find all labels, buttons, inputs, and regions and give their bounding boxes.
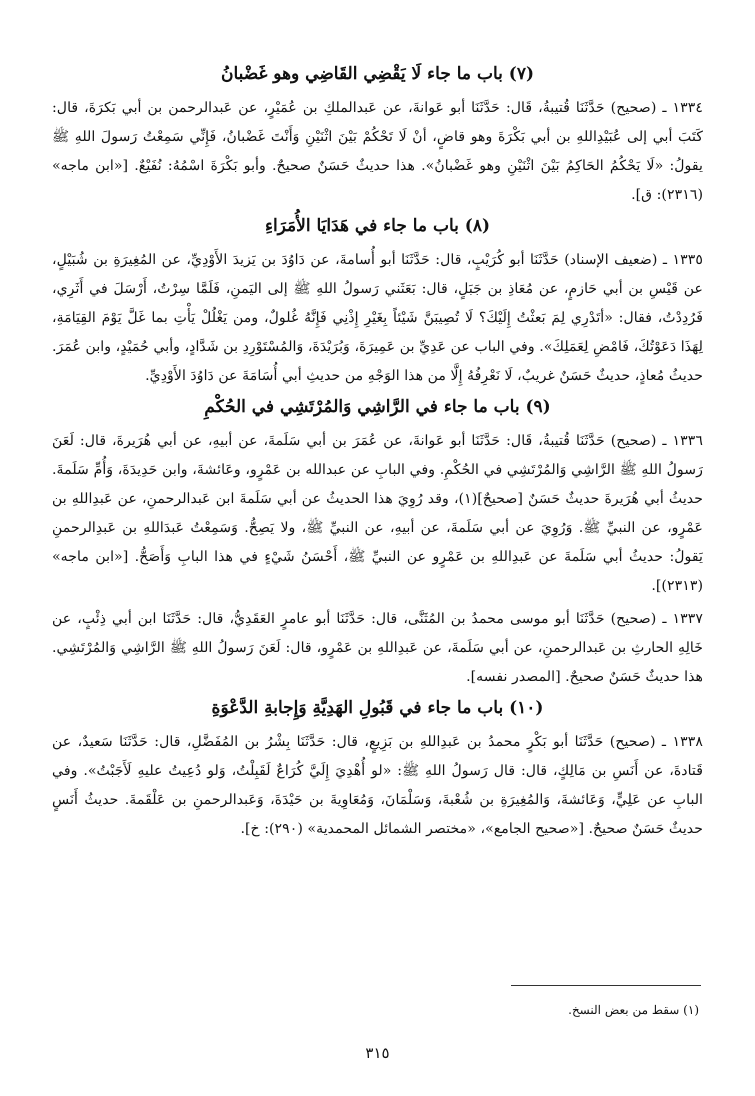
section-9: [52, 395, 703, 692]
footnote: (١) سقط من بعض النسخ.: [568, 1003, 699, 1017]
page-number: ٣١٥: [365, 1044, 390, 1062]
hadith-paragraph: ١٣٣٨ ـ (صحيح) حَدَّثَنَا أبو بَكْرٍ محمدُ بن عَبدِاللهِ بن بَزِيعٍ، قال: حَدَّثَنَا بِشْرُ بن المُفَضَّلِ، قال: حَدَّثَنَا سَعيدٌ، عن قَتادةَ، عن أَنَسِ بن مَالِكٍ، قال: قال رَسولُ اللهِ ﷺ: «لو أُهْدِيَ إِلَيَّ كُرَاعٌ لَقَبِلْتُ، وَلو دُعِيتُ عليهِ لَأَجَبْتُ». وفي البابِ عن عَلِيٍّ، وَعَائشةَ، وَالمُغِيرَةِ بن شُعْبةَ، وَسَلْمَانَ، وَمُعَاوِيةَ بن حَيْدَةَ، وَعَبدالرحمنِ بن عَلْقَمةَ. حديثُ أَنَسٍ حديثٌ حَسَنٌ صحيحٌ. [«صحيح الجامع»، «مختصر الشمائل المحمدية» (٢٩٠): خ].: [52, 734, 703, 837]
chapter-heading: (٨) باب ما جاء في هَدَايَا الأُمَرَاءِ: [264, 216, 491, 236]
section-10: [52, 696, 703, 844]
chapter-heading: (١٠) باب ما جاء في قَبُولِ الهَدِيَّةِ وَإِجابةِ الدَّعْوَةِ: [211, 698, 544, 718]
hadith-paragraph: ١٣٣٥ ـ (ضعيف الإسناد) حَدَّثَنَا أبو كُرَيْبٍ، قال: حَدَّثَنَا أبو أُسامةَ، عن دَاوُدَ بن يَزيدَ الأَوْدِيِّ، عن المُغِيرَةِ بن شُبَيْلٍ، عن قَيْسِ بن أبي حَازمٍ، عن مُعَاذِ بن جَبَلٍ، قال: بَعَثَني رَسولُ اللهِ ﷺ إلى اليَمنِ، فَلَمَّا سِرْتُ، أَرْسَلَ في أَثَرِي، فَرُدِدْتُ، فقال: «أتَدْرِي لِمَ بَعثْتُ إِلَيْكَ؟ لَا تُصِيبَنَّ شَيْئاً بِغَيْرِ إِذْنِي فَإِنَّهُ غُلولٌ، ومن يَغْلُلْ يَأْتِ بما غَلَّ يَوْمَ القِيَامَةِ، لِهَذَا دَعَوْتُكَ، فَامْضِ لِعَمَلِكَ». وفي الباب عن عَدِيِّ بن عَمِيرَةَ، وَبُرَيْدَةَ، وَالمُسْتَوْرِدِ بن شَدَّادٍ، وأبي حُمَيْدٍ، وابن عُمَرَ. حديثُ مُعاذٍ، حديثٌ حَسَنٌ غريبٌ، لَا نَعْرِفُهُ إِلَّا من هذا الوَجْهِ من حديثِ أبي أُسَامَةَ عن دَاوُدَ الأَوْدِيِّ.: [52, 252, 703, 384]
hadith-paragraph: ١٣٣٧ ـ (صحيح) حَدَّثَنَا أبو موسى محمدُ بن المُثَنَّى، قال: حَدَّثَنَا أبو عامرٍ العَقَدِيُّ، قال: حَدَّثَنَا ابن أبي ذِئْبٍ، عن خَالِهِ الحارثِ بن عَبدالرحمنِ، عن أبي سَلَمةَ، عن عَبدِاللهِ بن عَمْرٍو، قال: لَعَنَ رَسولُ اللهِ ﷺ الرَّاشِي وَالمُرْتَشِي. هذا حديثٌ حَسَنٌ صحيحٌ. [المصدر نفسه].: [52, 611, 703, 685]
section-7: [52, 62, 703, 210]
hadith-paragraph: ١٣٣٤ ـ (صحيح) حَدَّثَنَا قُتيبةُ، قَال: حَدَّثَنَا أبو عَوانةَ، عن عَبدالملكِ بن عُمَيْرٍ، عن عَبدالرحمن بن أبي بَكرَةَ، قال: كَتَبَ أبي إلى عُبَيْدِاللهِ بن أبي بَكْرَةَ وهو قاضٍ، أنْ لَا تَحْكُمْ بَيْنَ اثْنَيْنِ وَأَنْتَ غَضْبانُ، فَإِنِّي سَمِعْتُ رَسولَ اللهِ ﷺ يقولُ: «لَا يَحْكُمُ الحَاكِمُ بَيْنَ اثْنَيْنِ وهو غَضْبانُ». هذا حديثٌ حَسَنٌ صحيحٌ. وأبو بَكْرَةَ اسْمُهُ: نُفَيْعٌ. [«ابن ماجه» (٢٣١٦): ق].: [52, 100, 703, 203]
chapter-heading: (٩) باب ما جاء في الرَّاشِي وَالمُرْتَشِي في الحُكْمِ: [204, 397, 551, 417]
hadith-paragraph: ١٣٣٦ ـ (صحيح) حَدَّثَنَا قُتيبةُ، قَال: حَدَّثَنَا أبو عَوانةَ، عن عُمَرَ بن أبي سَلَمةَ، عن أبيهِ، عن أبي هُرَيرةَ، قال: لَعَنَ رَسولُ اللهِ ﷺ الرَّاشِي وَالمُرْتَشِي في الحُكْمِ. وفي البابِ عن عبدالله بن عَمْرٍو، وعَائشةَ، وابن حَدِيدَةَ، وَأُمِّ سَلَمةَ. حديثُ أبي هُرَيرةَ حديثٌ حَسَنٌ [صحيحٌ](١)، وقد رُوِيَ هذا الحديثُ عن أبي سَلَمةَ ابن عَبدالرحمنِ، عن عَبدِاللهِ بن عَمْرٍو، عن النبيِّ ﷺ. وَرُوِيَ عن أبي سَلَمةَ، عن أبيهِ، عن النبيِّ ﷺ، ولا يَصِحُّ. وَسَمِعْتُ عَبدَاللهِ بن عَبدِالرحمنِ يَقولُ: حديثُ أبي سَلَمةَ عن عَبدِاللهِ بن عَمْرٍو عن النبيِّ ﷺ، أَحْسَنُ شَيْءٍ في هذا البابِ وَأَصَحُّ. [«ابن ماجه» (٢٣١٣)].: [52, 433, 703, 594]
section-8: [52, 214, 703, 391]
chapter-heading: (٧) باب ما جاء لَا يَقْضِي القَاضِي وهو غَضْبانُ: [220, 64, 535, 84]
footnote-divider: [511, 985, 701, 986]
